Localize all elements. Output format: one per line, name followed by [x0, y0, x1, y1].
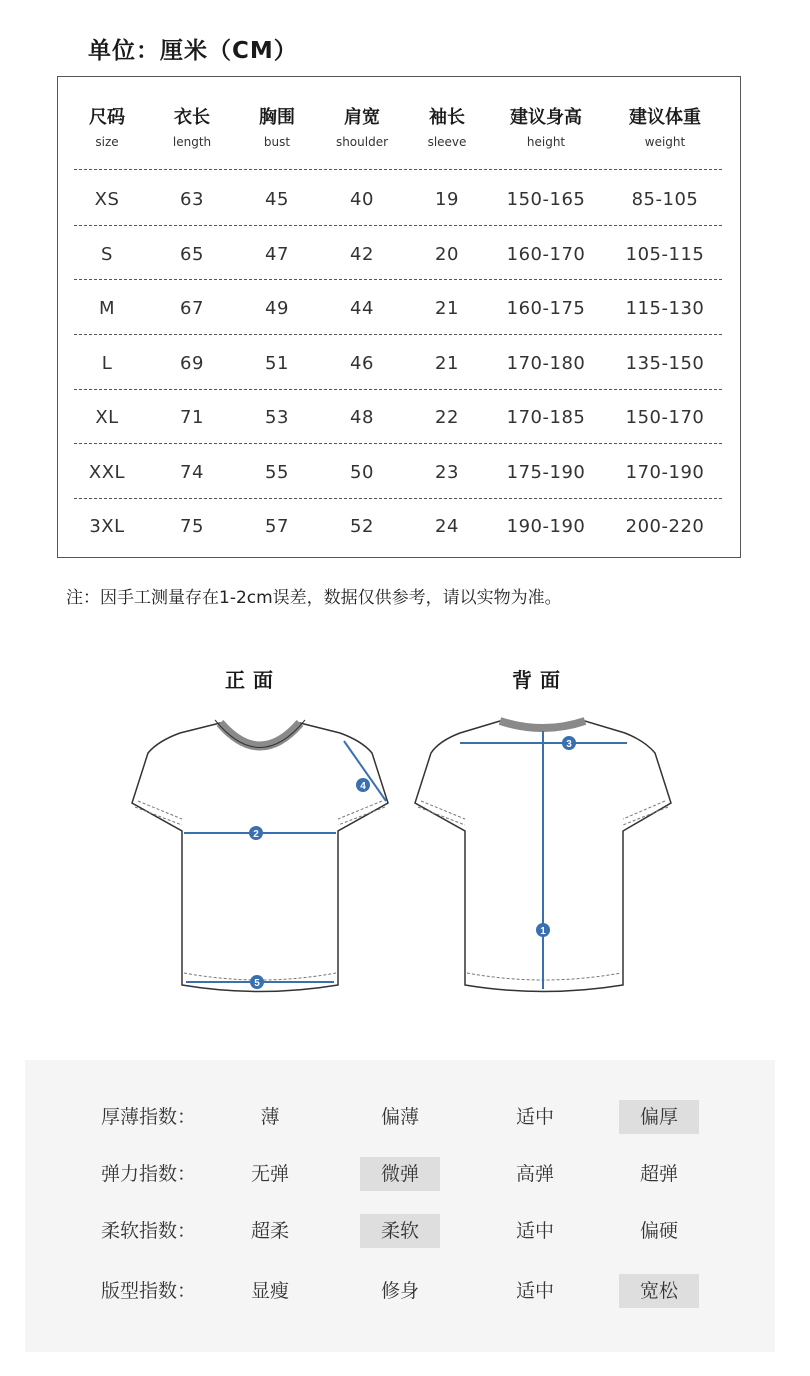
cell-length: 67 — [180, 298, 204, 319]
back-shirt-diagram — [405, 705, 685, 1005]
table-divider — [74, 225, 722, 226]
cell-bust: 53 — [265, 407, 289, 428]
table-row — [58, 403, 740, 433]
header-sleeve-zh: 袖长 — [429, 107, 465, 128]
cell-weight: 170-190 — [625, 462, 705, 483]
table-row — [58, 512, 740, 542]
softness-index-label: 柔软指数： — [101, 1220, 197, 1242]
softness-option-selected: 柔软 — [360, 1214, 440, 1248]
cell-sleeve: 20 — [435, 244, 459, 265]
header-height-en: height — [526, 135, 566, 149]
cell-size: XS — [94, 189, 120, 210]
cell-height: 160-170 — [506, 244, 586, 265]
cell-height: 190-190 — [506, 516, 586, 537]
table-row — [58, 240, 740, 270]
back-view-label: 背面 — [512, 668, 568, 692]
size-table — [57, 76, 741, 558]
fit-option: 修身 — [380, 1280, 419, 1302]
elasticity-option: 高弹 — [515, 1163, 554, 1185]
softness-option: 适中 — [515, 1220, 554, 1242]
thickness-option: 薄 — [260, 1106, 280, 1128]
cell-bust: 57 — [265, 516, 289, 537]
header-bust-zh: 胸围 — [259, 107, 295, 128]
marker-shoulder-label: 3 — [566, 739, 572, 750]
cell-size: M — [98, 298, 116, 319]
cell-length: 74 — [180, 462, 204, 483]
cell-length: 69 — [180, 353, 204, 374]
header-weight — [610, 105, 720, 149]
cell-weight: 135-150 — [625, 353, 705, 374]
header-size-zh: 尺码 — [89, 107, 125, 128]
cell-size: L — [101, 353, 113, 374]
thickness-index-label: 厚薄指数： — [101, 1106, 197, 1128]
header-size-en: size — [95, 135, 119, 149]
elasticity-option: 无弹 — [250, 1163, 289, 1185]
fit-option: 适中 — [515, 1280, 554, 1302]
softness-option: 超柔 — [250, 1220, 289, 1242]
cell-sleeve: 21 — [435, 353, 459, 374]
cell-shoulder: 50 — [350, 462, 374, 483]
cell-bust: 45 — [265, 189, 289, 210]
thickness-option: 偏薄 — [380, 1106, 419, 1128]
cell-bust: 49 — [265, 298, 289, 319]
thickness-option-selected: 偏厚 — [619, 1100, 699, 1134]
elasticity-option: 超弹 — [639, 1163, 678, 1185]
marker-hem-label: 5 — [254, 978, 260, 989]
table-divider — [74, 169, 722, 170]
cell-size: XL — [95, 407, 119, 428]
marker-length-label: 1 — [540, 926, 546, 937]
cell-shoulder: 42 — [350, 244, 374, 265]
cell-shoulder: 52 — [350, 516, 374, 537]
header-sleeve-en: sleeve — [427, 135, 467, 149]
cell-weight: 85-105 — [631, 189, 699, 210]
marker-bust-label: 2 — [253, 829, 259, 840]
cell-height: 170-180 — [506, 353, 586, 374]
back-collar — [500, 721, 585, 728]
table-row — [58, 458, 740, 488]
header-weight-en: weight — [644, 135, 686, 149]
cell-bust: 47 — [265, 244, 289, 265]
cell-length: 71 — [180, 407, 204, 428]
header-height — [491, 105, 601, 149]
cell-shoulder: 40 — [350, 189, 374, 210]
cell-shoulder: 44 — [350, 298, 374, 319]
cell-shoulder: 46 — [350, 353, 374, 374]
cell-sleeve: 23 — [435, 462, 459, 483]
fit-option-selected: 宽松 — [619, 1274, 699, 1308]
header-weight-zh: 建议体重 — [629, 107, 701, 128]
cell-weight: 115-130 — [625, 298, 705, 319]
elasticity-option-selected: 微弹 — [360, 1157, 440, 1191]
fit-index-label: 版型指数： — [101, 1280, 197, 1302]
front-view-label: 正面 — [225, 668, 281, 692]
cell-bust: 51 — [265, 353, 289, 374]
table-divider — [74, 279, 722, 280]
cell-weight: 105-115 — [625, 244, 705, 265]
table-divider — [74, 443, 722, 444]
cell-size: 3XL — [89, 516, 125, 537]
cell-sleeve: 19 — [435, 189, 459, 210]
cell-height: 160-175 — [506, 298, 586, 319]
cell-shoulder: 48 — [350, 407, 374, 428]
thickness-option: 适中 — [515, 1106, 554, 1128]
cell-weight: 150-170 — [625, 407, 705, 428]
table-row — [58, 185, 740, 215]
softness-option: 偏硬 — [639, 1220, 678, 1242]
header-shoulder-en: shoulder — [335, 135, 389, 149]
table-row — [58, 294, 740, 324]
fabric-index-panel — [25, 1060, 775, 1352]
unit-title: 单位：厘米（CM） — [88, 38, 298, 64]
cell-size: XXL — [88, 462, 126, 483]
header-sleeve — [392, 105, 502, 149]
header-height-zh: 建议身高 — [510, 107, 582, 128]
cell-bust: 55 — [265, 462, 289, 483]
table-divider — [74, 498, 722, 499]
marker-sleeve-label: 4 — [360, 781, 366, 792]
measurement-note: 注：因手工测量存在1-2cm误差，数据仅供参考，请以实物为准。 — [66, 588, 562, 608]
table-divider — [74, 389, 722, 390]
cell-sleeve: 24 — [435, 516, 459, 537]
cell-height: 170-185 — [506, 407, 586, 428]
cell-length: 65 — [180, 244, 204, 265]
cell-height: 175-190 — [506, 462, 586, 483]
header-bust-en: bust — [263, 135, 291, 149]
elasticity-index-label: 弹力指数： — [101, 1163, 197, 1185]
cell-sleeve: 22 — [435, 407, 459, 428]
cell-height: 150-165 — [506, 189, 586, 210]
cell-length: 63 — [180, 189, 204, 210]
cell-weight: 200-220 — [625, 516, 705, 537]
cell-length: 75 — [180, 516, 204, 537]
front-shirt-diagram — [120, 705, 400, 1005]
header-shoulder-zh: 肩宽 — [344, 107, 380, 128]
table-row — [58, 349, 740, 379]
front-shirt-body — [132, 723, 388, 992]
header-length-zh: 衣长 — [174, 107, 210, 128]
header-length-en: length — [172, 135, 212, 149]
table-divider — [74, 334, 722, 335]
cell-size: S — [101, 244, 113, 265]
fit-option: 显瘦 — [250, 1280, 289, 1302]
cell-sleeve: 21 — [435, 298, 459, 319]
